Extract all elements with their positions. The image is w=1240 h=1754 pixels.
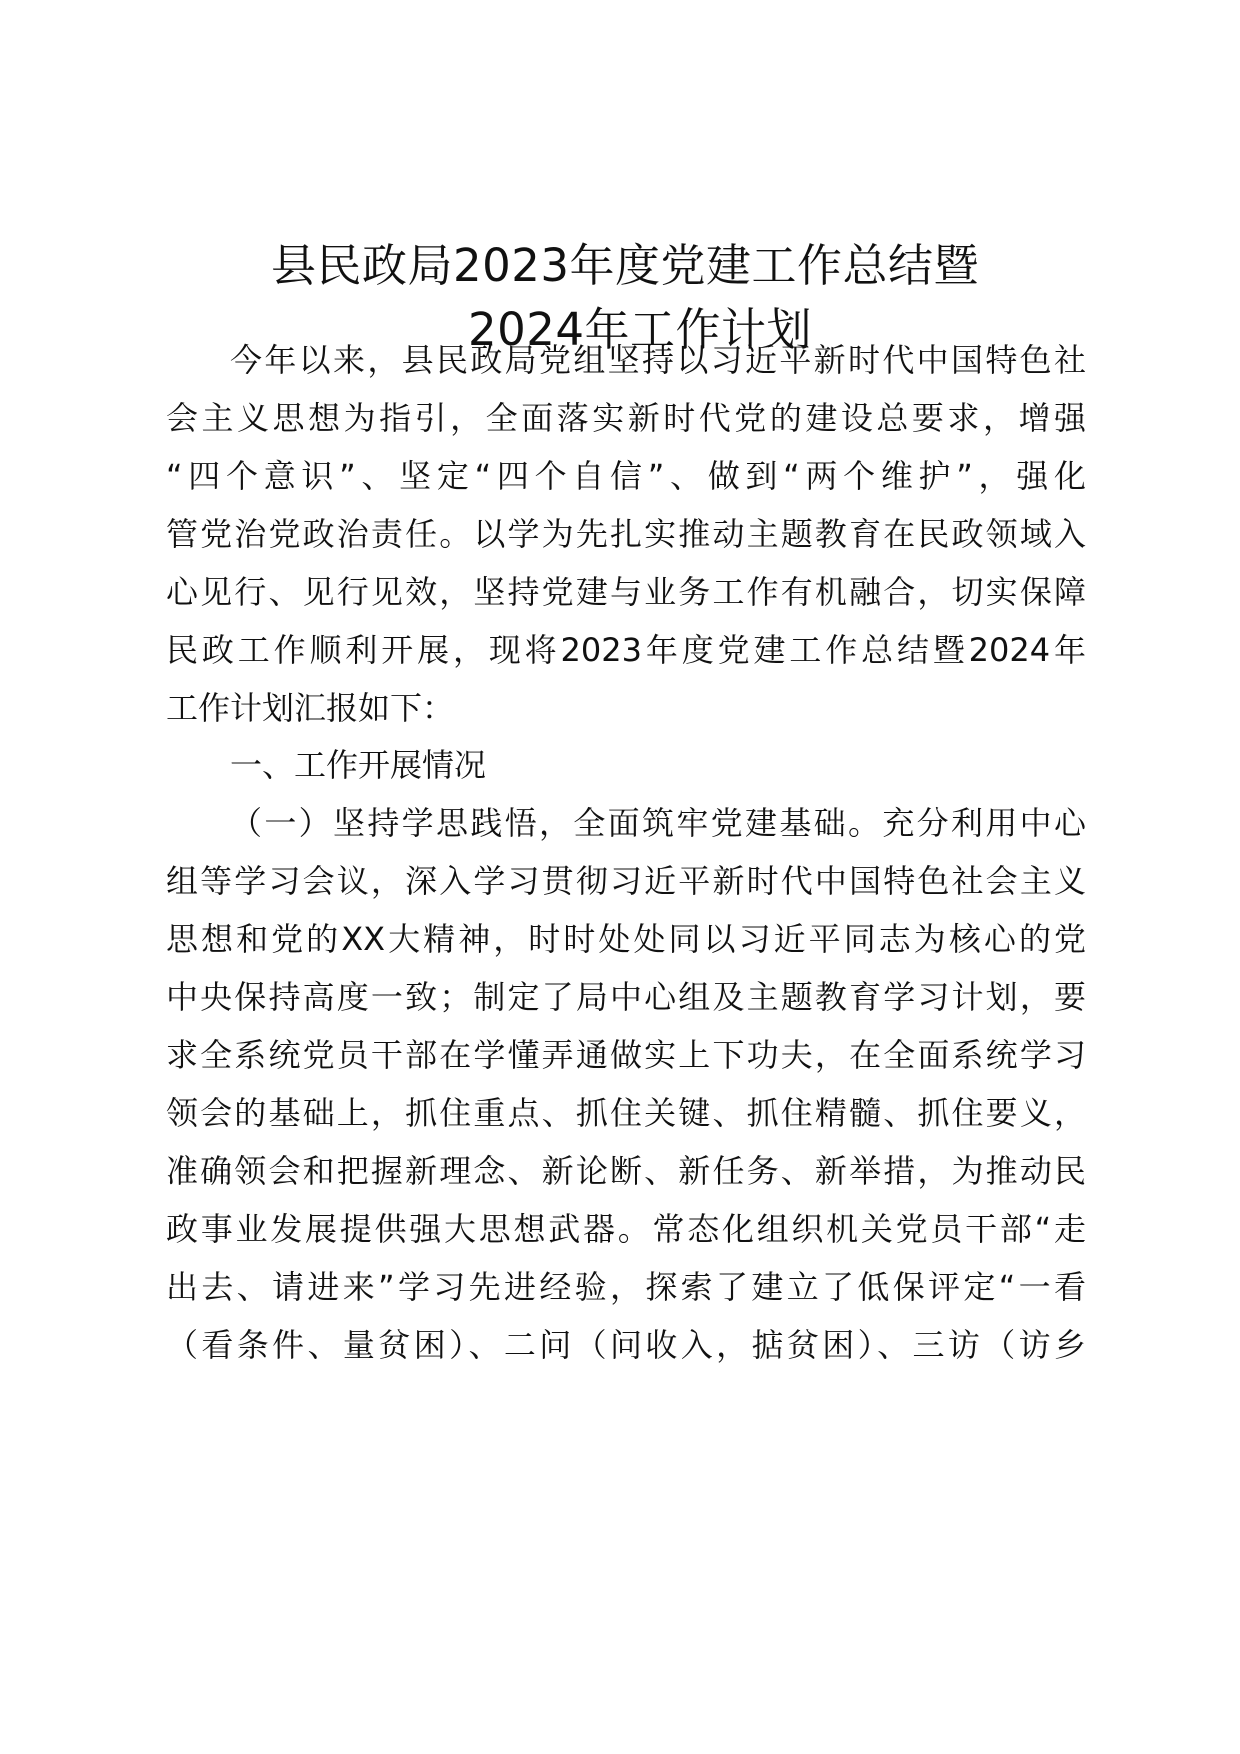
paragraph-line: 思想和党的XX大精神，时时处处同以习近平同志为核心的党	[166, 920, 1086, 958]
paragraph-line: 出去、请进来”学习先进经验，探索了建立了低保评定“一看	[166, 1268, 1086, 1306]
paragraph-line: 工作计划汇报如下：	[166, 689, 455, 727]
paragraph-line: 管党治党政治责任。以学为先扎实推动主题教育在民政领域入	[166, 515, 1086, 553]
paragraph-line: 会主义思想为指引，全面落实新时代党的建设总要求，增强	[166, 399, 1086, 437]
paragraph-line: “四个意识”、坚定“四个自信”、做到“两个维护”，强化	[166, 457, 1086, 495]
paragraph-line: 中央保持高度一致；制定了局中心组及主题教育学习计划，要	[166, 978, 1086, 1016]
document-title-line-2: 2024年工作计划	[467, 303, 813, 356]
paragraph-line: 今年以来，县民政局党组坚持以习近平新时代中国特色社	[230, 341, 1086, 379]
paragraph-line: 领会的基础上，抓住重点、抓住关键、抓住精髓、抓住要义，	[166, 1094, 1086, 1132]
paragraph-line: 政事业发展提供强大思想武器。常态化组织机关党员干部“走	[166, 1210, 1086, 1248]
paragraph-line: 准确领会和把握新理念、新论断、新任务、新举措，为推动民	[166, 1152, 1086, 1190]
paragraph-line: 民政工作顺利开展，现将2023年度党建工作总结暨2024年	[166, 631, 1086, 669]
paragraph-line: 心见行、见行见效，坚持党建与业务工作有机融合，切实保障	[166, 573, 1086, 611]
paragraph-line: （看条件、量贫困）、二问（问收入，掂贫困）、三访（访乡	[166, 1326, 1086, 1364]
document-title-line-1: 县民政局2023年度党建工作总结暨	[270, 239, 980, 292]
paragraph-line: 求全系统党员干部在学懂弄通做实上下功夫，在全面系统学习	[166, 1036, 1086, 1074]
paragraph-line: 组等学习会议，深入学习贯彻习近平新时代中国特色社会主义	[166, 862, 1086, 900]
paragraph-line: （一）坚持学思践悟，全面筑牢党建基础。充分利用中心	[230, 804, 1086, 842]
section-heading: 一、工作开展情况	[230, 746, 487, 784]
